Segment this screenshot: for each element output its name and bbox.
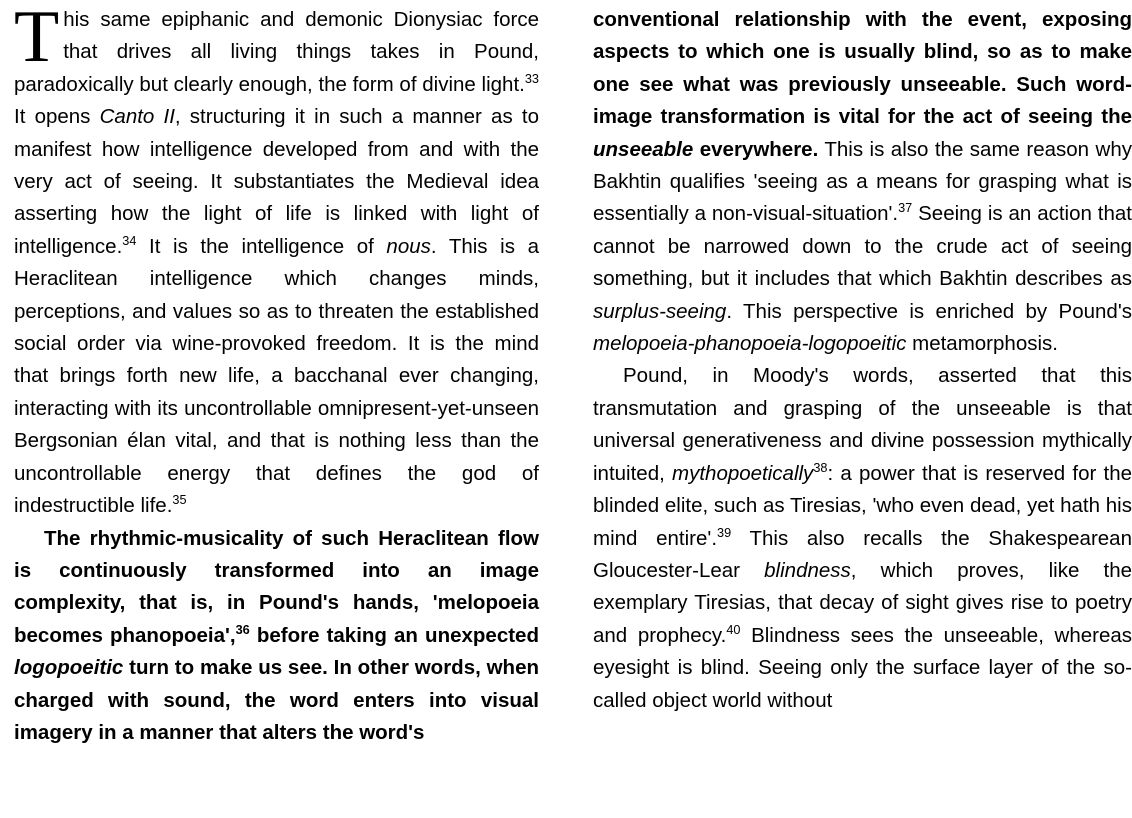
paragraph-text: his same epiphanic and demonic Dionysiac force that drives all living things takes in Pound, paradoxically but clearly enough, the form of divine light.$^{33}$ It opens Canto II, structuring it in such a manner as to manifest how intelligence developed from and with the very act of seeing. It substantiates the Medieval idea asserting how the light of life is linked with light of intelligence.$^{34}$ It is the intelligence of nous. This is a Heraclitean intelligence which changes minds, perceptions, and values so as to threaten the established social order via wine-provoked freedom. It is the mind that brings forth new life, a bacchanal ever changing, interacting with its uncontrollable omnipresent-yet-unseen Bergsonian élan vital, and that is nothing less than the uncontrollable energy that defines the god of indestructible life.$^{35}$	[14, 8, 539, 518]
paragraph	[593, 360, 1132, 716]
footnote-marker: 37	[898, 200, 913, 216]
paragraph-text: conventional relationship with the event, exposing aspects to which one is usually blind, so as to make one see what was previously unseeable. Such word-image transformation is vital for the act of seeing the unseeable everywhere. This is also the same reason why Bakhtin qualifies 'seeing as a means for grasping what is essentially a non-visual-situation'.$^{37}$ Seeing is an action that cannot be narrowed down to the crude act of seeing something, but it includes that which Bakhtin describes as surplus-seeing. This perspective is enriched by Pound's melopoeia-phanopoeia-logopoeitic metamorphosis.	[593, 8, 1132, 356]
footnote-marker: 36	[235, 621, 250, 637]
paragraph-text: The rhythmic-musicality of such Heraclitean flow is continuously transformed into an image complexity, that is, in Pound's hands, 'melopoeia becomes phanopoeia',$^{36}$ before taking an unexpected logopoeitic turn to make us see. In other words, when charged with sound, the word enters into visual imagery in a manner that alters the word's	[14, 526, 539, 744]
drop-cap: T	[14, 0, 60, 78]
footnote-marker: 35	[172, 492, 187, 508]
footnote-marker: 39	[717, 524, 732, 540]
footnote-marker: 33	[524, 70, 539, 86]
footnote-marker: 38	[813, 459, 828, 475]
paragraph	[14, 0, 539, 523]
footnote-marker: 40	[726, 621, 741, 637]
paragraph-text: Pound, in Moody's words, asserted that this transmutation and grasping of the unseeable is that universal generativeness and divine possession mythically intuited, mythopoetically$^{38}$: a power that is reserved for the blinded elite, such as Tiresias, 'who even dead, yet hath his mind entire'.$^{39}$ This also recalls the Shakespearean Gloucester-Lear blindness, which proves, like the exemplary Tiresias, that decay of sight gives rise to poetry and prophecy.$^{40}$ Blindness sees the unseeable, whereas eyesight is blind. Seeing only the surface layer of the so-called object world without	[593, 364, 1132, 712]
right-text-column	[593, 0, 1132, 818]
footnote-marker: 34	[122, 233, 137, 249]
left-text-column	[0, 0, 539, 818]
paragraph	[593, 4, 1132, 360]
paragraph	[14, 523, 539, 750]
